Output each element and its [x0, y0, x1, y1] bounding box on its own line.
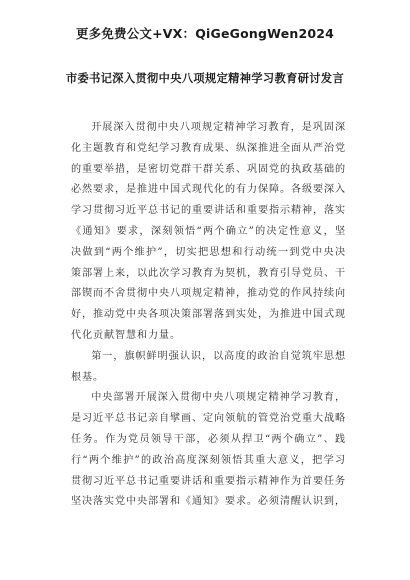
paragraph-section-one-body: 中央部署开展深入贯彻中央八项规定精神学习教育，是习近平总书记亲自擘画、定向领航的管党治党重大战略任务。作为党员领导干部，必须从捍卫“两个确立”、践行“两个维护”的政治高度深刻领悟其重大意义，把学习贯彻习近平总书记重要讲话和重要指示精神作为首要任务坚决落实党中央部署和《通知》要求。必须清醒认识到，: [71, 392, 346, 508]
document-title: 市委书记深入贯彻中央八项规定精神学习教育研讨发言: [65, 72, 345, 85]
paragraph-section-one-heading: 第一，旗帜鲜明强认识，以高度的政治自觉筑牢思想根基。: [71, 350, 346, 383]
paragraph-intro: 开展深入贯彻中央八项规定精神学习教育，是巩固深化主题教育和党纪学习教育成果、纵深推进全面从严治党的重要举措，是密切党群干群关系、巩固党的执政基础的必然要求，是推进中国式现代化的有力保障。各级要深入学习贯彻习近平总书记的重要讲话和重要指示精神，落实《通知》要求，深刻领悟“两个确立”的决定性意义，坚决做到“两个维护”，切实把思想和行动统一到党中央决策部署上来，以此次学习教育为契机，教育引导党员、干部锲而不舍贯彻中央八项规定精神，推动党的作风持续向好，推动党中央各项决策部署落到实处，为推进中国式现代化贡献智慧和力量。: [71, 122, 346, 341]
document-body: [71, 118, 346, 513]
promo-header: 更多免费公文+VX：QiGeGongWen2024: [75, 26, 335, 41]
